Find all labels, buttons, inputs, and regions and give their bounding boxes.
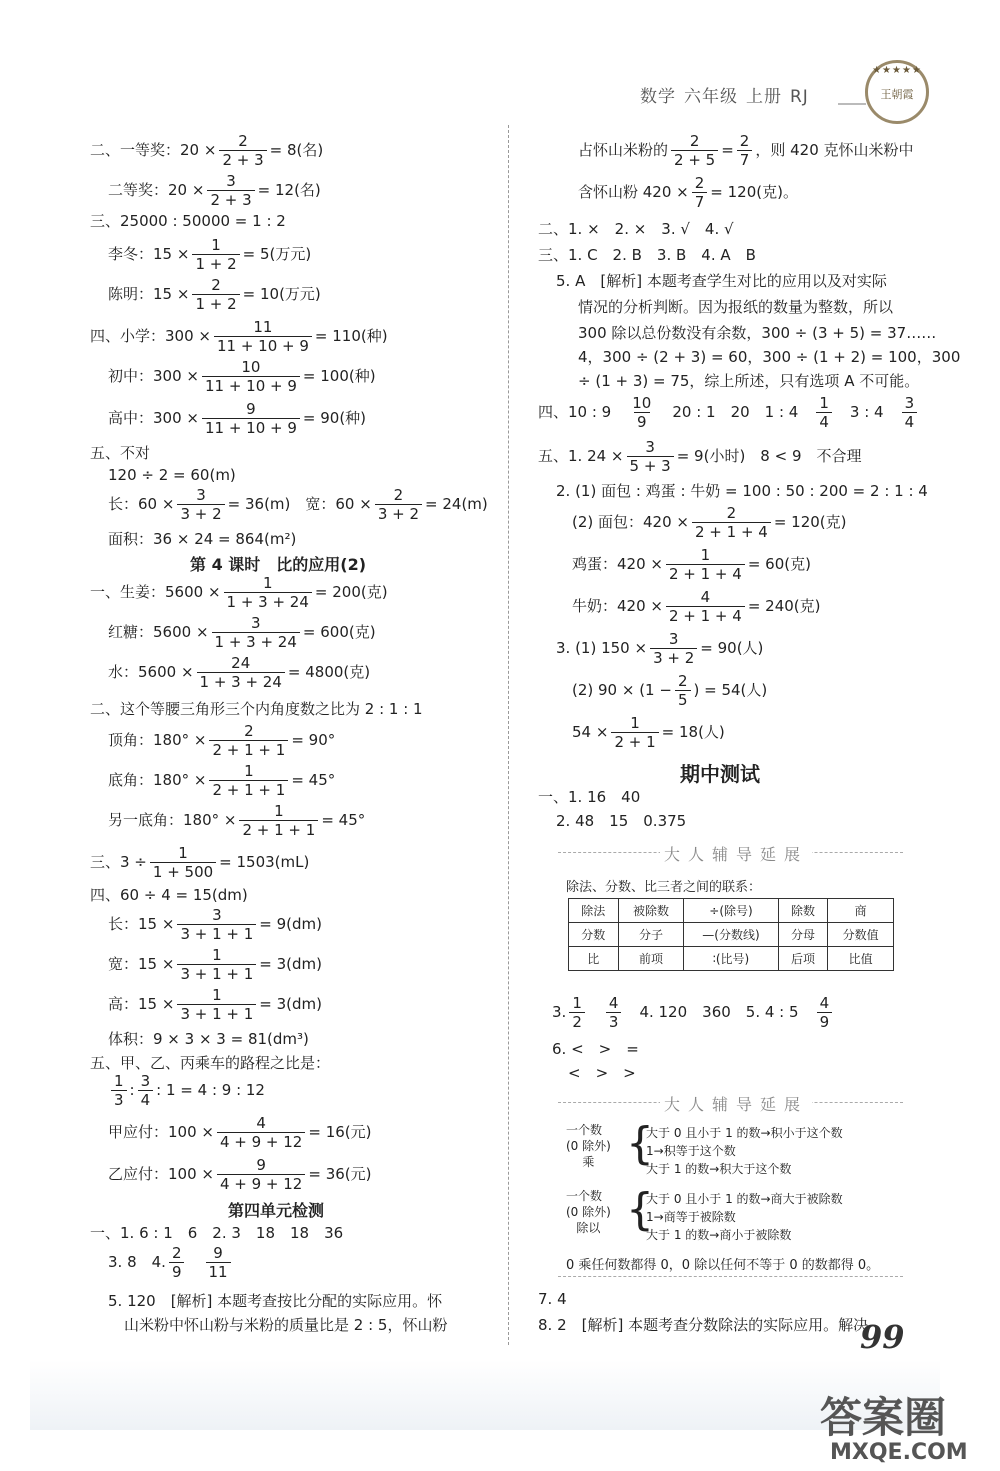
answer-line: 5. 120 [解析] 本题考查按比分配的实际应用。怀 [108, 1292, 443, 1310]
publisher-seal: ★★★★★ 王朝霞 [865, 60, 929, 124]
zero-rule: 0 乘任何数都得 0，0 除以任何不等于 0 的数都得 0。 [566, 1258, 880, 1273]
table-row: 分数 分子 —(分数线) 分母 分数值 [569, 923, 894, 947]
answer-line: 3. 8 4. $\frac{2}{9}$ $\frac{9}{11}$ [108, 1244, 234, 1281]
divide-rule-label: 一个数 (0 除外) 除以 [566, 1189, 611, 1235]
unit-test-title: 第四单元检测 [228, 1201, 325, 1220]
answer-line: 面积：36 × 24 = 864(m²) [108, 530, 297, 548]
answer-line: < > > [568, 1064, 636, 1082]
answer-line: 乙应付：100 × $\frac{9}{4 + 9 + 12}$ = 36(元) [108, 1156, 372, 1193]
answer-line: 鸡蛋：420 × $\frac{1}{2 + 1 + 4}$ = 60(克) [572, 546, 811, 583]
page-number: 99 [860, 1318, 905, 1356]
multiply-rule-label: 一个数 (0 除外) 乘 [566, 1123, 611, 1169]
answer-line: 山米粉中怀山粉与米粉的质量比是 2 : 5，怀山粉 [124, 1316, 448, 1334]
watermark-url: MXQE.COM [830, 1440, 968, 1465]
answer-line: 顶角：180° × $\frac{2}{2 + 1 + 1}$ = 90° [108, 722, 336, 759]
extension-intro: 除法、分数、比三者之间的联系： [566, 880, 762, 895]
brace-icon: { [626, 1118, 654, 1169]
answer-line: 四、60 ÷ 4 = 15(dm) [90, 886, 248, 904]
answer-line: 一、1. 6 : 1 6 2. 3 18 18 36 [90, 1224, 344, 1242]
answer-line: 甲应付：100 × $\frac{4}{4 + 9 + 12}$ = 16(元) [108, 1114, 372, 1151]
answer-line: 情况的分析判断。因为报纸的数量为整数，所以 [578, 298, 894, 316]
relation-table [568, 898, 894, 971]
answer-line: 四、10 : 9 $\frac{10}{9}$ 20 : 1 20 1 : 4 $\frac{1}{4}$ 3 : 4 $\frac{3}{4}$ [538, 394, 920, 431]
answer-line: 五、甲、乙、丙乘车的路程之比是： [90, 1054, 331, 1072]
answer-line: 2. (1) 面包 : 鸡蛋 : 牛奶 = 100 : 50 : 200 = 2 : 1 : 4 [556, 482, 928, 500]
running-header: 数学 六年级 上册 RJ [640, 87, 809, 107]
answer-line: 4，300 ÷ (2 + 3) = 60，300 ÷ (1 + 2) = 100，300 [578, 348, 961, 366]
answer-line: 五、1. 24 × $\frac{3}{5 + 3}$ = 9(小时) 8 < 9 不合理 [538, 438, 862, 475]
table-row: 除法 被除数 ÷(除号) 除数 商 [569, 899, 894, 923]
answer-line: 7. 4 [538, 1290, 567, 1308]
answer-line: 二、1. × 2. × 3. √ 4. √ [538, 220, 734, 238]
lesson-title: 第 4 课时 比的应用(2) [190, 555, 367, 574]
divide-rules: 大于 0 且小于 1 的数→商大于被除数 1→商等于被除数 大于 1 的数→商小于被除数 [646, 1192, 843, 1242]
answer-line: 体积：9 × 3 × 3 = 81(dm³) [108, 1030, 309, 1048]
answer-line: 6. < > = [552, 1040, 639, 1058]
answer-line: 占怀山米粉的 $\frac{2}{2 + 5}$ = $\frac{2}{7}$ ，则 420 克怀山米粉中 [578, 132, 914, 169]
answer-line: (2) 90 × (1 − $\frac{2}{5}$ ) = 54(人) [572, 672, 768, 709]
answer-line: 3. (1) 150 × $\frac{3}{3 + 2}$ = 90(人) [556, 630, 764, 667]
answer-line: 54 × $\frac{1}{2 + 1}$ = 18(人) [572, 714, 725, 751]
extension-rule [558, 1276, 903, 1277]
answer-line: 陈明：15 × $\frac{2}{1 + 2}$ = 10(万元) [108, 276, 321, 313]
answer-line: 二等奖：20 × $\frac{3}{2 + 3}$ = 12(名) [108, 172, 321, 209]
answer-line: 另一底角：180° × $\frac{1}{2 + 1 + 1}$ = 45° [108, 802, 366, 839]
answer-line: 含怀山粉 420 × $\frac{2}{7}$ = 120(克)。 [578, 174, 798, 211]
multiply-rules: 大于 0 且小于 1 的数→积小于这个数 1→积等于这个数 大于 1 的数→积大于这个数 [646, 1126, 843, 1176]
answer-line: 长：60 × $\frac{3}{3 + 2}$ = 36(m) 宽：60 × $\frac{2}{3 + 2}$ = 24(m) [108, 486, 488, 523]
answer-line: $\frac{1}{3}$ : $\frac{3}{4}$ : 1 = 4 : 9 : 12 [108, 1072, 265, 1109]
answer-line: 120 ÷ 2 = 60(m) [108, 466, 236, 484]
answer-line: 初中：300 × $\frac{10}{11 + 10 + 9}$ = 100(种) [108, 358, 376, 395]
answer-line: 牛奶：420 × $\frac{4}{2 + 1 + 4}$ = 240(克) [572, 588, 821, 625]
answer-line: 五、不对 [90, 444, 151, 462]
table-row: 比 前项 ∶(比号) 后项 比值 [569, 947, 894, 971]
header-rule [838, 103, 866, 105]
answer-line: ÷ (1 + 3) = 75，综上所述，只有选项 A 不可能。 [578, 372, 920, 390]
brace-icon: { [626, 1184, 654, 1235]
answer-line: 2. 48 15 0.375 [556, 812, 687, 830]
answer-line: 300 除以总份数没有余数，300 ÷ (3 + 5) = 37…… [578, 324, 937, 342]
extension-title: 大人辅导延展 [660, 842, 812, 865]
answer-line: 李冬：15 × $\frac{1}{1 + 2}$ = 5(万元) [108, 236, 312, 273]
answer-line: 红糖：5600 × $\frac{3}{1 + 3 + 24}$ = 600(克) [108, 614, 376, 651]
answer-line: (2) 面包：420 × $\frac{2}{2 + 1 + 4}$ = 120(克) [572, 504, 847, 541]
extension-title: 大人辅导延展 [660, 1092, 812, 1115]
answer-line: 水：5600 × $\frac{24}{1 + 3 + 24}$ = 4800(克) [108, 654, 371, 691]
answer-line: 四、小学：300 × $\frac{11}{11 + 10 + 9}$ = 110(种) [90, 318, 388, 355]
answer-line: 底角：180° × $\frac{1}{2 + 1 + 1}$ = 45° [108, 762, 336, 799]
answer-line: 宽：15 × $\frac{1}{3 + 1 + 1}$ = 3(dm) [108, 946, 322, 983]
answer-line: 一、生姜：5600 × $\frac{1}{1 + 3 + 24}$ = 200(克) [90, 574, 388, 611]
answer-line: 8. 2 [解析] 本题考查分数除法的实际应用。解决 [538, 1316, 869, 1334]
answer-line: 三、25000 : 50000 = 1 : 2 [90, 212, 286, 230]
answer-line: 5. A [解析] 本题考查学生对比的应用以及对实际 [556, 272, 887, 290]
answer-line: 三、3 ÷ $\frac{1}{1 + 500}$ = 1503(mL) [90, 844, 310, 881]
midterm-title: 期中测试 [680, 762, 760, 786]
column-divider [508, 125, 509, 1345]
answer-line: 长：15 × $\frac{3}{3 + 1 + 1}$ = 9(dm) [108, 906, 322, 943]
answer-line: 三、1. C 2. B 3. B 4. A B [538, 246, 756, 264]
answer-line: 一、1. 16 40 [538, 788, 641, 806]
answer-line: 二、一等奖：20 × $\frac{2}{2 + 3}$ = 8(名) [90, 132, 324, 169]
answer-line: 二、这个等腰三角形三个内角度数之比为 2 : 1 : 1 [90, 700, 423, 718]
answer-line: 高：15 × $\frac{1}{3 + 1 + 1}$ = 3(dm) [108, 986, 322, 1023]
answer-line: 高中：300 × $\frac{9}{11 + 10 + 9}$ = 90(种) [108, 400, 367, 437]
footer-decoration [30, 1360, 940, 1430]
answer-line: 3. $\frac{1}{2}$ $\frac{4}{3}$ 4. 120 360 5. 4 : 5 $\frac{4}{9}$ [552, 994, 835, 1031]
watermark-logo: 答案圈 [820, 1393, 947, 1442]
